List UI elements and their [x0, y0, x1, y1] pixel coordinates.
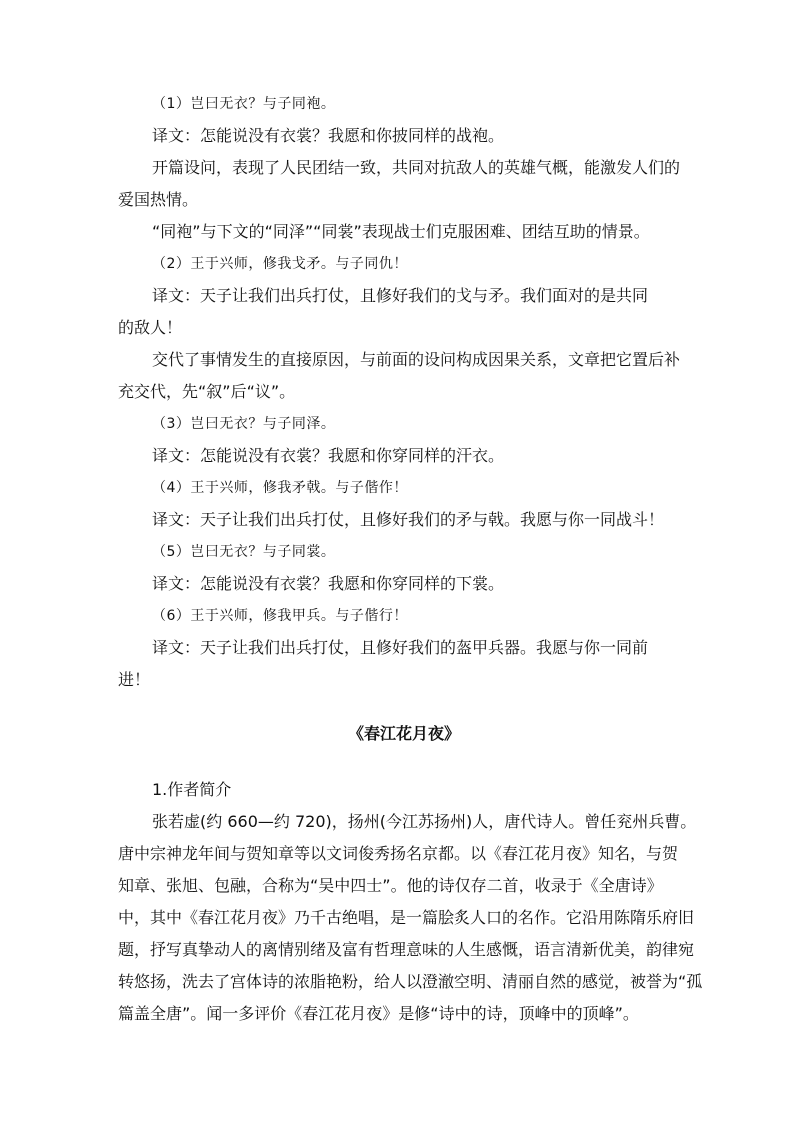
author-intro-section [118, 774, 703, 1030]
body-line: 转悠扬，洗去了宫体诗的浓脂艳粉，给人以澄澈空明、清丽自然的感觉，被誉为“孤 [118, 972, 703, 991]
commentary-line: “同袍”与下文的“同泽”“同裳”表现战士们克服困难、团结互助的情景。 [152, 222, 650, 241]
translation-line: 译文：天子让我们出兵打仗，且修好我们的盔甲兵器。我愿与你一同前 [152, 638, 649, 657]
commentary-line-continued: 爱国热情。 [118, 190, 199, 209]
body-line: 唐中宗神龙年间与贺知章等以文词俊秀扬名京都。以《春江花月夜》知名，与贺 [118, 844, 679, 863]
translation-line: 译文：天子让我们出兵打仗，且修好我们的矛与戟。我愿与你一同战斗！ [152, 510, 665, 529]
body-line: 知章、张旭、包融，合称为“吴中四士”。他的诗仅存二首，收录于《全唐诗》 [118, 876, 663, 895]
poem-line: （1）岂曰无衣？与子同袍。 [152, 96, 336, 112]
commentary-line: 开篇设问，表现了人民团结一致，共同对抗敌人的英雄气概，能激发人们的 [152, 158, 681, 177]
translation-line: 译文：怎能说没有衣裳？我愿和你穿同样的下裳。 [152, 574, 505, 593]
translation-line: 译文：怎能说没有衣裳？我愿和你披同样的战袍。 [152, 126, 505, 145]
translation-line-continued: 的敌人！ [118, 318, 183, 337]
commentary-line: 交代了事情发生的直接原因，与前面的设问构成因果关系，文章把它置后补 [152, 350, 681, 369]
body-line: 张若虚(约 660—约 720)，扬州(今江苏扬州)人，唐代诗人。曾任兖州兵曹。 [152, 812, 697, 831]
poem-line: （3）岂曰无衣？与子同泽。 [152, 416, 336, 432]
translation-line-continued: 进！ [118, 670, 151, 689]
translation-line: 译文：怎能说没有衣裳？我愿和你穿同样的汗衣。 [152, 446, 505, 465]
poem-annotation-section [118, 88, 690, 696]
subsection-heading: 1.作者简介 [152, 780, 232, 799]
body-line: 中，其中《春江花月夜》乃千古绝唱，是一篇脍炙人口的名作。它沿用陈隋乐府旧 [118, 908, 695, 927]
poem-line: （4）王于兴师，修我矛戟。与子偕作！ [152, 480, 408, 496]
poem-line: （5）岂曰无衣？与子同裳。 [152, 544, 336, 560]
body-line: 篇盖全唐”。闻一多评价《春江花月夜》是修“诗中的诗，顶峰中的顶峰”。 [118, 1004, 639, 1023]
translation-line: 译文：天子让我们出兵打仗，且修好我们的戈与矛。我们面对的是共同 [152, 286, 649, 305]
body-line: 题，抒写真挚动人的离情别绪及富有哲理意味的人生感慨，语言清新优美，韵律宛 [118, 940, 695, 959]
commentary-line-continued: 充交代，先“叙”后“议”。 [118, 382, 296, 401]
poem-line: （6）王于兴师，修我甲兵。与子偕行！ [152, 608, 408, 624]
section-title: 《春江花月夜》 [347, 724, 460, 743]
poem-line: （2）王于兴师，修我戈矛。与子同仇！ [152, 256, 408, 272]
